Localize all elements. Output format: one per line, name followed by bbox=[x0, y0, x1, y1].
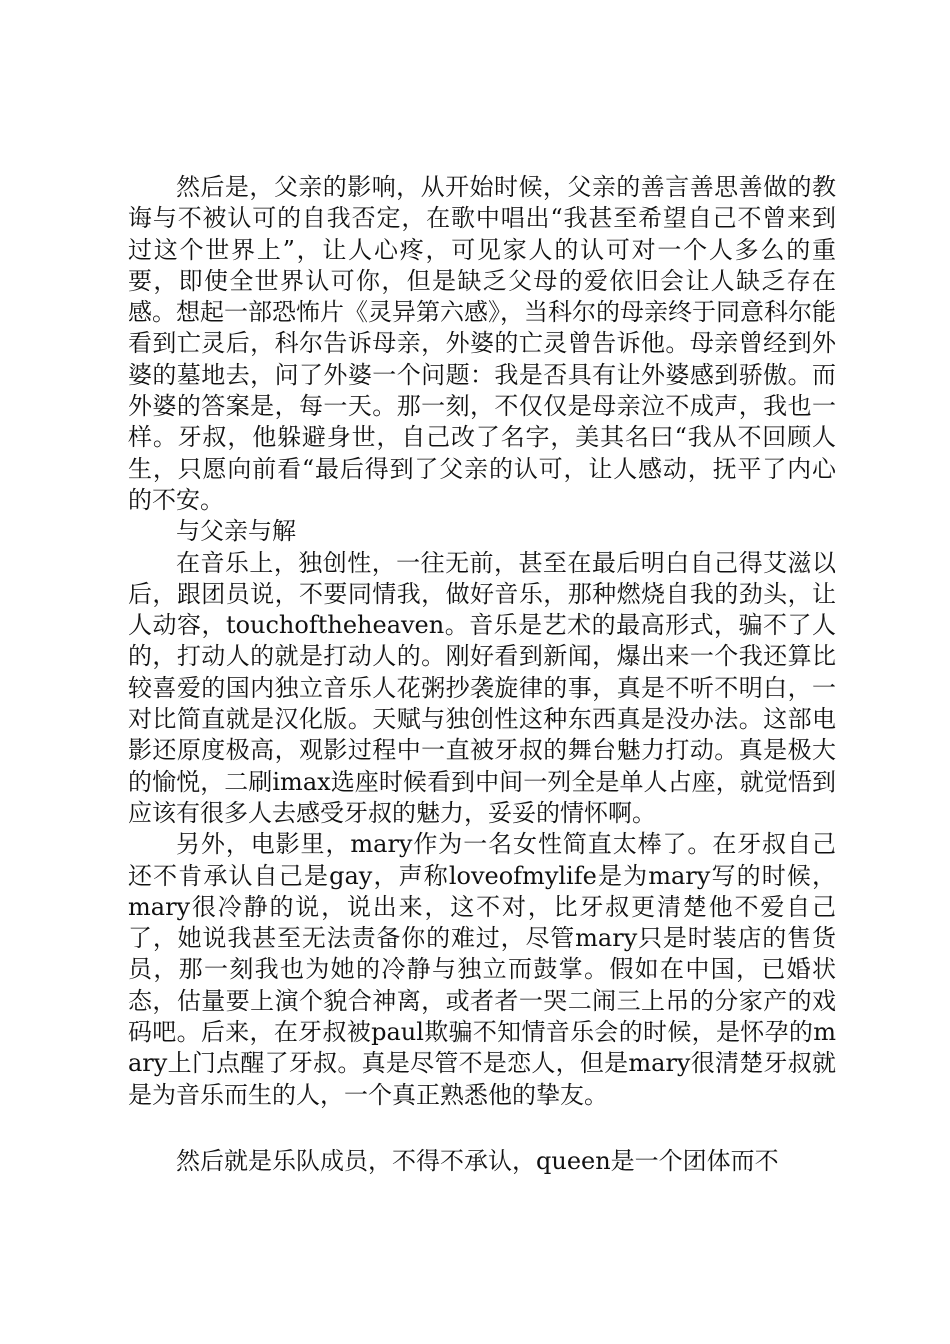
paragraph-mary: 另外，电影里，mary作为一名女性简直太棒了。在牙叔自己还不肯承认自己是gay，声称loveofmylife是为mary写的时候，mary很冷静的说，说出来，这不对，比牙叔更清楚他不爱自己了，她说我甚至无法责备你的难过，尽管mary只是时装店的售货员，那一刻我也为她的冷静与独立而鼓掌。假如在中国，已婚状态，估量要上演个貌合神离，或者者一哭二闹三上吊的分家产的戏码吧。后来，在牙叔被paul欺骗不知情音乐会的时候，是怀孕的mary上门点醒了牙叔。真是尽管不是恋人，但是mary很清楚牙叔就是为音乐而生的人，一个真正熟悉他的挚友。 bbox=[128, 830, 836, 1109]
paragraph-music-originality: 在音乐上，独创性，一往无前，甚至在最后明白自己得艾滋以后，跟团员说，不要同情我，做好音乐，那种燃烧自我的劲头，让人动容，touchoftheheaven。音乐是艺术的最高形式，骗不了人的，打动人的就是打动人的。刚好看到新闻，爆出来一个我还算比较喜爱的国内独立音乐人花粥抄袭旋律的事，真是不听不明白，一对比简直就是汉化版。天赋与独创性这种东西真是没办法。这部电影还原度极高，观影过程中一直被牙叔的舞台魅力打动。真是极大的愉悦，二刷imax选座时候看到中间一列全是单人占座，就觉悟到应该有很多人去感受牙叔的魅力，妥妥的情怀啊。 bbox=[128, 548, 836, 827]
body-text bbox=[128, 172, 836, 1111]
body-text-continued bbox=[128, 1146, 836, 1177]
paragraph-band-members: 然后就是乐队成员，不得不承认，queen是一个团体而不 bbox=[176, 1147, 779, 1175]
paragraph-reconcile-heading: 与父亲与解 bbox=[176, 517, 296, 546]
paragraph-father-influence: 然后是，父亲的影响，从开始时候，父亲的善言善思善做的教诲与不被认可的自我否定，在歌中唱出“我甚至希望自己不曾来到过这个世界上”，让人心疼，可见家人的认可对一个人多么的重要，即使全世界认可你，但是缺乏父母的爱依旧会让人缺乏存在感。想起一部恐怖片《灵异第六感》，当科尔的母亲终于同意科尔能看到亡灵后，科尔告诉母亲，外婆的亡灵曾告诉他。母亲曾经到外婆的墓地去，问了外婆一个问题：我是否具有让外婆感到骄傲。而外婆的答案是，每一天。那一刻，不仅仅是母亲泣不成声，我也一样。牙叔，他躲避身世，自己改了名字，美其名曰“我从不回顾人生，只愿向前看“最后得到了父亲的认可，让人感动，抚平了内心的不安。 bbox=[128, 173, 836, 514]
